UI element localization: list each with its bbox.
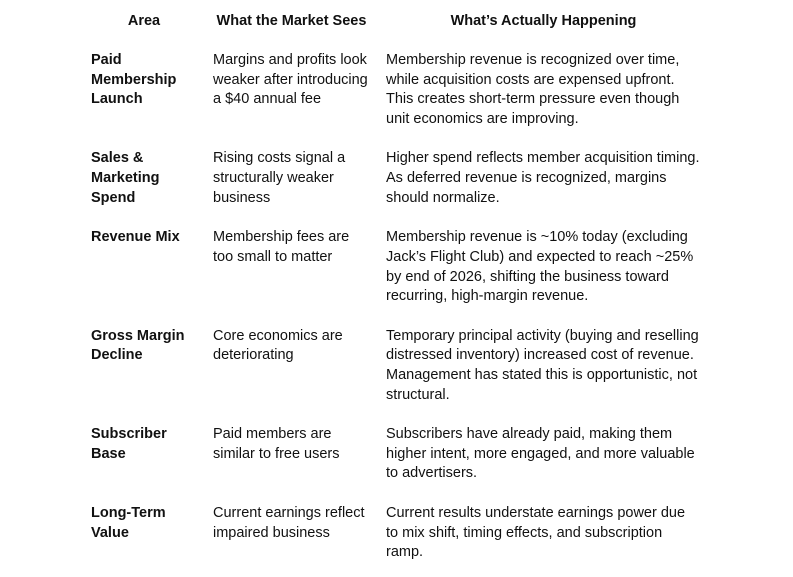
row-actually-happening-cell: Membership revenue is recognized over time, while acquisition costs are expensed upfront. This creates short-term pressure even though unit economics are improving. [386, 52, 680, 127]
row-actually-happening-cell: Subscribers have already paid, making them higher intent, more engaged, and more valuable to advertisers. [386, 426, 695, 482]
row-actually-happening-cell: Temporary principal activity (buying and reselling distressed inventory) increased cost of revenue. Management has stated this is opportunistic, not structural. [386, 327, 699, 403]
row-actually-happening-cell: Higher spend reflects member acquisition timing. As deferred revenue is recognized, margins should normalize. [386, 150, 700, 206]
comparison-table [83, 8, 709, 577]
row-area-cell: Long-Term Value [91, 505, 166, 541]
header-area: Area [127, 13, 161, 29]
row-area-cell: Subscriber Base [91, 426, 167, 462]
table-row [83, 419, 709, 498]
row-market-sees-cell: Membership fees are too small to matter [213, 229, 350, 265]
row-market-sees-cell: Core economics are deteriorating [213, 327, 343, 364]
table-row [83, 222, 709, 320]
table-row [83, 321, 709, 419]
row-market-sees-cell: Paid members are similar to free users [213, 426, 340, 462]
row-area-cell: Sales & Marketing Spend [91, 150, 160, 206]
row-actually-happening-cell: Membership revenue is ~10% today (excluding Jack’s Flight Club) and expected to reach ~25% by end of 2026, shifting the business toward recurring, high-margin revenue. [386, 229, 694, 305]
row-market-sees-cell: Margins and profits look weaker after introducing a $40 annual fee [213, 52, 368, 108]
header-actually-happening: What’s Actually Happening [450, 13, 637, 29]
row-market-sees-cell: Current earnings reflect impaired business [213, 505, 365, 541]
table-row [83, 143, 709, 222]
row-area-cell: Revenue Mix [91, 229, 180, 246]
row-area-cell: Gross Margin Decline [91, 327, 185, 364]
row-area-cell: Paid Membership Launch [91, 52, 177, 108]
row-actually-happening-cell: Current results understate earnings power due to mix shift, timing effects, and subscription ramp. [386, 505, 686, 561]
table-header-row [83, 8, 709, 45]
row-market-sees-cell: Rising costs signal a structurally weaker business [213, 150, 346, 206]
table-row [83, 498, 709, 577]
table-row [83, 45, 709, 143]
header-market-sees: What the Market Sees [216, 13, 367, 29]
